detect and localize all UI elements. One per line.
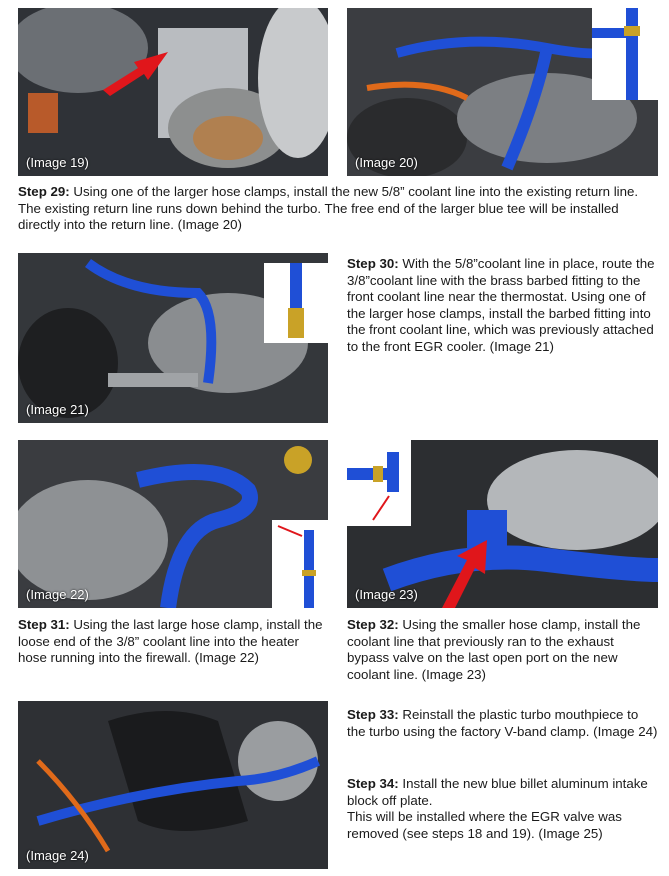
inset-barbed-fitting bbox=[264, 263, 328, 343]
step-label: Step 33: bbox=[347, 707, 399, 722]
barbed-fitting-icon bbox=[264, 263, 328, 343]
step-text: Using the last large hose clamp, install the loose end of the 3/8” coolant line into the heater hose running into the firewall. (Image 22) bbox=[18, 617, 323, 666]
photo-image-21 bbox=[18, 253, 328, 423]
step-text: Using the smaller hose clamp, install the coolant line that previously ran to the exhaust bypass valve on the last open port on the new coolant line. (Image 23) bbox=[347, 617, 641, 682]
image-caption: (Image 21) bbox=[26, 402, 89, 417]
step-30 bbox=[347, 256, 658, 356]
photo-image-20 bbox=[347, 8, 658, 176]
step-label: Step 34: bbox=[347, 776, 399, 791]
image-caption: (Image 24) bbox=[26, 848, 89, 863]
image-caption: (Image 19) bbox=[26, 155, 89, 170]
image-caption: (Image 23) bbox=[355, 587, 418, 602]
photo-image-24 bbox=[18, 701, 328, 869]
step-label: Step 30: bbox=[347, 256, 399, 271]
step-text-continued: This will be installed where the EGR valve was removed (see steps 18 and 19). (Image 25) bbox=[347, 809, 622, 841]
step-label: Step 32: bbox=[347, 617, 399, 632]
step-label: Step 29: bbox=[18, 184, 70, 199]
inset-port bbox=[347, 440, 411, 526]
step-text: Reinstall the plastic turbo mouthpiece to the turbo using the factory V-band clamp. (Image 24) bbox=[347, 707, 658, 739]
inset-hose-end bbox=[272, 520, 328, 608]
step-text: With the 5/8”coolant line in place, route the 3/8”coolant line with the brass barbed fitting to the front coolant line near the thermostat. Using one of the larger hose clamps, install the barbed fitting into the front coolant line, which was previously attached to the front EGR cooler. (Image 21) bbox=[347, 256, 655, 354]
image-caption: (Image 22) bbox=[26, 587, 89, 602]
photo-image-22 bbox=[18, 440, 328, 608]
step-32 bbox=[347, 617, 658, 683]
step-33 bbox=[347, 707, 658, 740]
step-31 bbox=[18, 617, 328, 667]
step-text: Using one of the larger hose clamps, install the new 5/8” coolant line into the existing return line. The existing return line runs down behind the turbo. The free end of the larger blue tee will be installed directly into the return line. (Image 20) bbox=[18, 184, 639, 233]
inset-tee-fitting bbox=[592, 8, 658, 100]
port-icon bbox=[347, 440, 411, 526]
tee-fitting-icon bbox=[592, 8, 658, 100]
photo-image-19 bbox=[18, 8, 328, 176]
step-29 bbox=[18, 184, 658, 234]
hose-end-icon bbox=[272, 520, 328, 608]
step-34 bbox=[347, 776, 658, 842]
image-caption: (Image 20) bbox=[355, 155, 418, 170]
engine-photo-graphic bbox=[18, 8, 328, 176]
step-text: Install the new blue billet aluminum intake block off plate. bbox=[347, 776, 648, 808]
step-label: Step 31: bbox=[18, 617, 70, 632]
photo-image-23 bbox=[347, 440, 658, 608]
engine-photo-graphic bbox=[18, 701, 328, 869]
